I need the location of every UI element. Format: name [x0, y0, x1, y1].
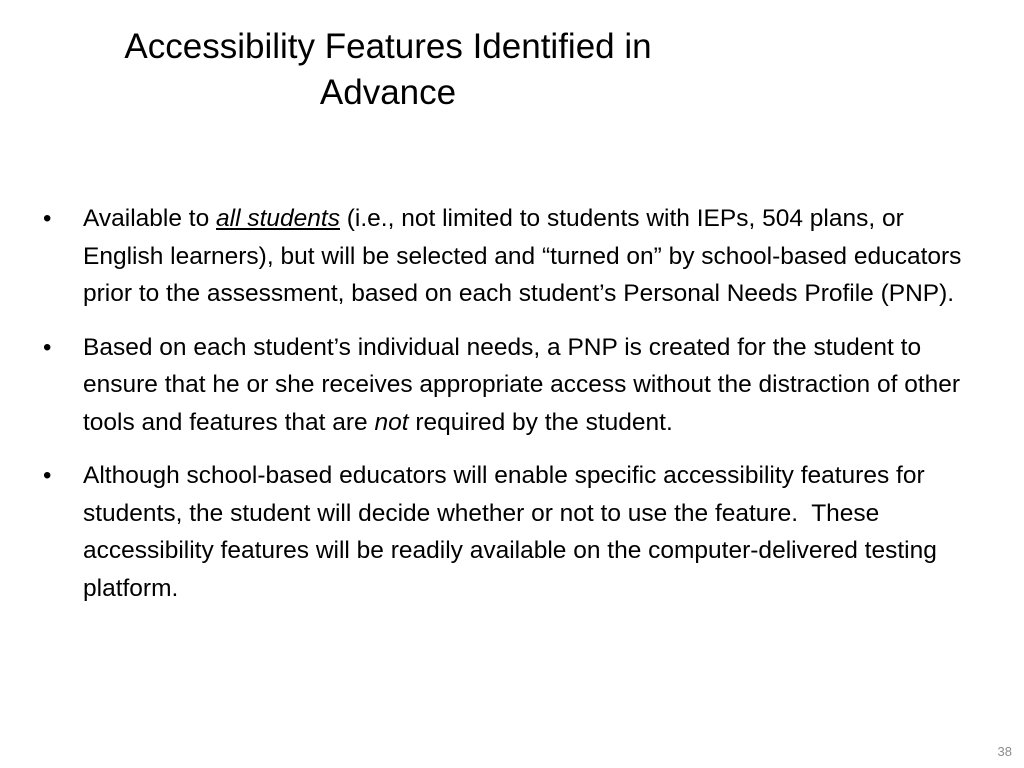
slide-title — [80, 24, 696, 116]
bullet-item-1 — [40, 200, 985, 313]
bullet-2-text-end: required by the student. — [408, 408, 673, 436]
bullet-item-3 — [40, 457, 985, 607]
bullet-1-text-start: Available to — [83, 205, 217, 232]
page-number: 38 — [997, 744, 1012, 759]
bullet-dot-icon: • — [43, 333, 52, 361]
bullet-2-text-start: Based on each student’s individual needs, a PNP is created for the student to ensure that he or she receives appropriate access without the distraction of other tools and features that are — [83, 333, 961, 436]
bullet-1-text-end: (i.e., not limited to students with IEPs, 504 plans, or English learners), but will be selected and “turned on” by school-based educators prior to the assessment, based on each student’s Personal Needs Profile (PNP). — [83, 205, 962, 307]
bullet-dot-icon: • — [43, 462, 52, 489]
bullet-3-text: Although school-based educators will enable specific accessibility features for students, the student will decide whether or not to use the feature. These accessibility features will be readily available on the computer-delivered testing platform. — [83, 462, 944, 602]
title-line-2: Advance — [319, 73, 457, 112]
bullet-item-2 — [40, 329, 985, 442]
bullet-1-emphasis: all students — [216, 205, 340, 232]
bullet-dot-icon: • — [43, 205, 52, 232]
bullet-2-emphasis: not — [374, 408, 409, 436]
bullet-list — [40, 200, 985, 623]
title-line-1: Accessibility Features Identified in — [124, 27, 652, 66]
